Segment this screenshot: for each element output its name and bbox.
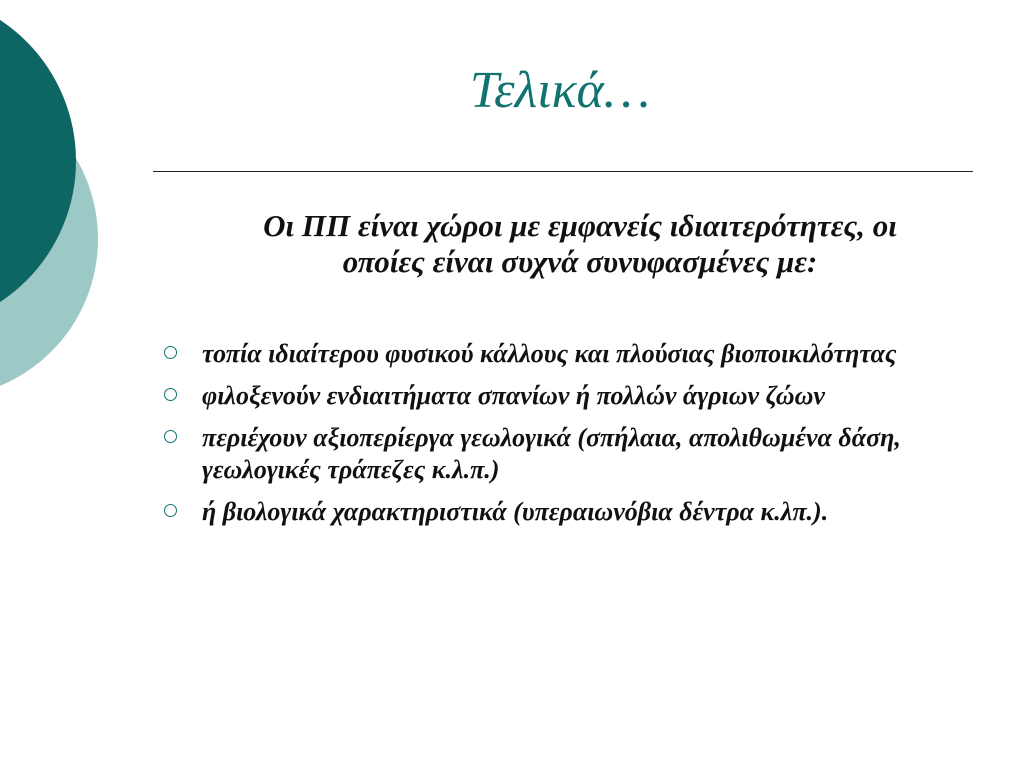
slide-title: Τελικά…	[469, 62, 651, 119]
circle-bullet-icon	[164, 504, 177, 517]
list-item	[160, 338, 960, 370]
title-divider	[153, 171, 973, 172]
list-item	[160, 380, 960, 412]
list-item-text: ή βιολογικά χαρακτηριστικά (υπεραιωνόβια δέντρα κ.λπ.).	[202, 497, 829, 526]
list-item-text: περιέχουν αξιοπερίεργα γεωλογικά (σπήλαια, απολιθωμένα δάση, γεωλογικές τράπεζες κ.λ.π.)	[202, 423, 901, 484]
circle-bullet-icon	[164, 346, 177, 359]
list-item	[160, 422, 960, 486]
list-item	[160, 496, 960, 528]
list-item-text: φιλοξενούν ενδιαιτήματα σπανίων ή πολλών άγριων ζώων	[202, 381, 825, 410]
circle-bullet-icon	[164, 430, 177, 443]
list-item-text: τοπία ιδιαίτερου φυσικού κάλλους και πλούσιας βιοποικιλότητας	[202, 339, 897, 368]
intro-text: Οι ΠΠ είναι χώροι με εμφανείς ιδιαιτερότητες, οι οποίες είναι συχνά συνυφασμένες με:	[263, 208, 897, 279]
circle-bullet-icon	[164, 388, 177, 401]
bullet-list	[160, 338, 960, 538]
